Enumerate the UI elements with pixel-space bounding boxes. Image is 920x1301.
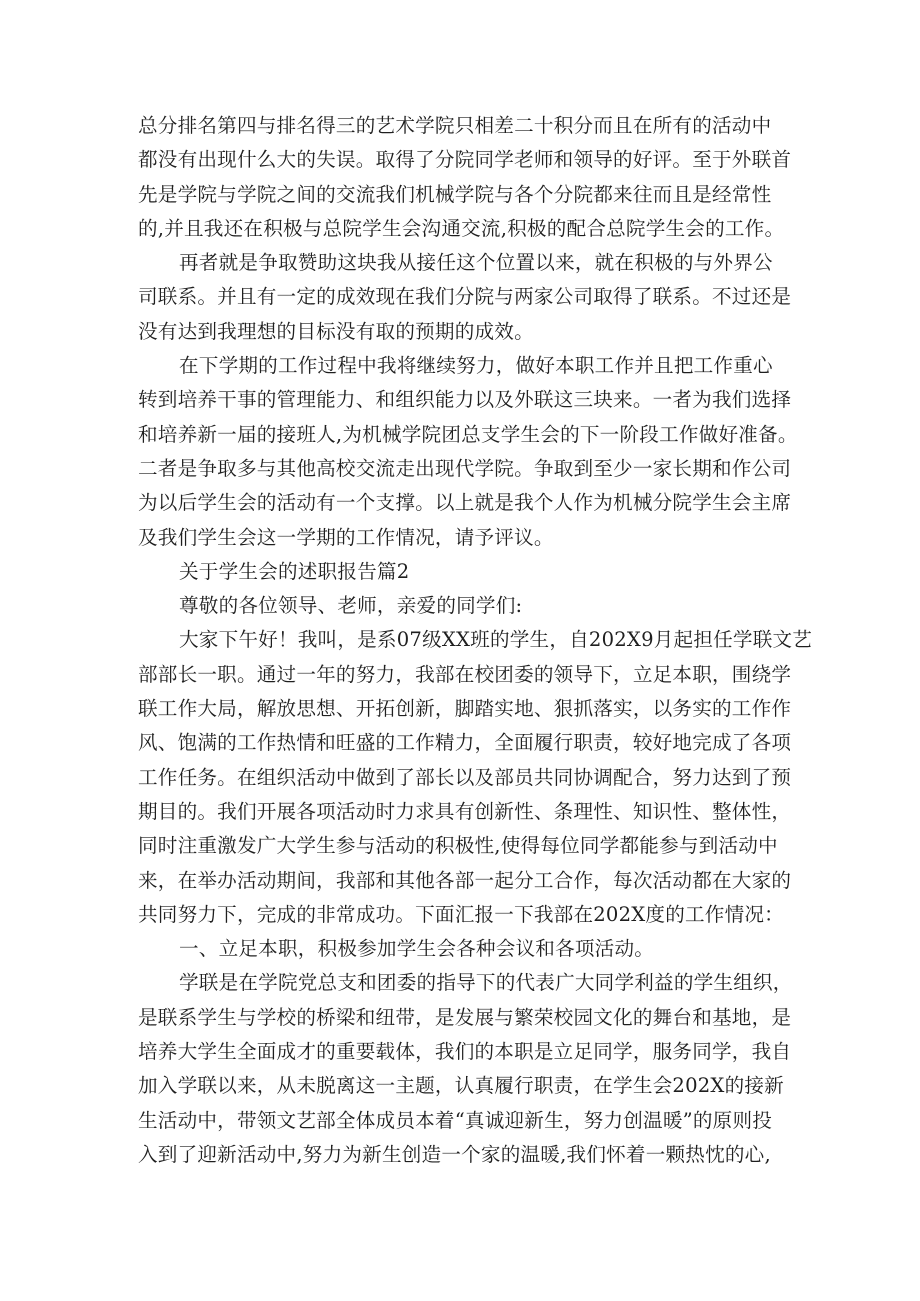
text-line: 二者是争取多与其他高校交流走出现代学院。争取到至少一家长期和作公司	[138, 456, 792, 480]
paragraph-start-line: 学联是在学院党总支和团委的指导下的代表广大同学利益的学生组织，	[179, 971, 793, 995]
text-line: 期目的。我们开展各项活动时力求具有创新性、条理性、知识性、整体性，	[138, 799, 792, 823]
text-line: 司联系。并且有一定的成效现在我们分院与两家公司取得了联系。不过还是	[138, 285, 792, 309]
text-line: 培养大学生全面成才的重要载体，我们的本职是立足同学，服务同学，我自	[138, 1040, 792, 1064]
text-line: 是联系学生与学校的桥梁和纽带，是发展与繁荣校园文化的舞台和基地，是	[138, 1005, 792, 1029]
text-line: 风、饱满的工作热情和旺盛的工作精力，全面履行职责，较好地完成了各项	[138, 731, 792, 755]
text-line: 工作任务。在组织活动中做到了部长以及部员共同协调配合，努力达到了预	[138, 765, 792, 789]
text-line: 先是学院与学院之间的交流我们机械学院与各个分院都来往而且是经常性	[138, 182, 772, 206]
text-line: 联工作大局，解放思想、开拓创新，脚踏实地、狠抓落实，以务实的工作作	[138, 697, 792, 721]
paragraph-start-line: 大家下午好！我叫，是系07级XX班的学生，自202X9月起担任学联文艺	[179, 628, 813, 652]
text-line: 部部长一职。通过一年的努力，我部在校团委的领导下，立足本职，围绕学	[138, 662, 792, 686]
salutation: 尊敬的各位领导、老师，亲爱的同学们:	[179, 594, 523, 618]
section-heading: 一、立足本职，积极参加学生会各种会议和各项活动。	[179, 937, 655, 961]
text-line: 加入学联以来，从未脱离这一主题，认真履行职责，在学生会202X的接新	[138, 1074, 784, 1098]
text-line: 同时注重激发广大学生参与活动的积极性,使得每位同学都能参与到活动中	[138, 834, 778, 858]
text-line: 入到了迎新活动中,努力为新生创造一个家的温暖,我们怀着一颗热忱的心,	[138, 1142, 771, 1166]
text-line: 共同努力下，完成的非常成功。下面汇报一下我部在202X度的工作情况：	[138, 902, 784, 926]
text-line: 及我们学生会这一学期的工作情况，请予评议。	[138, 525, 554, 549]
text-line: 和培养新一届的接班人,为机械学院团总支学生会的下一阶段工作做好准备。	[138, 422, 798, 446]
text-line: 总分排名第四与排名得三的艺术学院只相差二十积分而且在所有的活动中	[138, 114, 772, 137]
paragraph-start-line: 在下学期的工作过程中我将继续努力，做好本职工作并且把工作重心	[179, 354, 773, 378]
text-line: 转到培养干事的管理能力、和组织能力以及外联这三块来。一者为我们选择	[138, 388, 792, 412]
text-line: 来，在举办活动期间，我部和其他各部一起分工合作，每次活动都在大家的	[138, 868, 792, 892]
text-line: 没有达到我理想的目标没有取的预期的成效。	[138, 319, 534, 343]
paragraph-start-line: 再者就是争取赞助这块我从接任这个位置以来，就在积极的与外界公	[179, 251, 773, 275]
section-title: 关于学生会的述职报告篇2	[179, 559, 410, 583]
document-body	[138, 109, 813, 1172]
text-line: 都没有出现什么大的失误。取得了分院同学老师和领导的好评。至于外联首	[138, 148, 792, 172]
text-line: 的,并且我还在积极与总院学生会沟通交流,积极的配合总院学生会的工作。	[138, 216, 785, 240]
text-line: 生活动中，带领文艺部全体成员本着“真诚迎新生，努力创温暖”的原则投	[138, 1108, 773, 1132]
text-line: 为以后学生会的活动有一个支撑。以上就是我个人作为机械分院学生会主席	[138, 491, 792, 515]
